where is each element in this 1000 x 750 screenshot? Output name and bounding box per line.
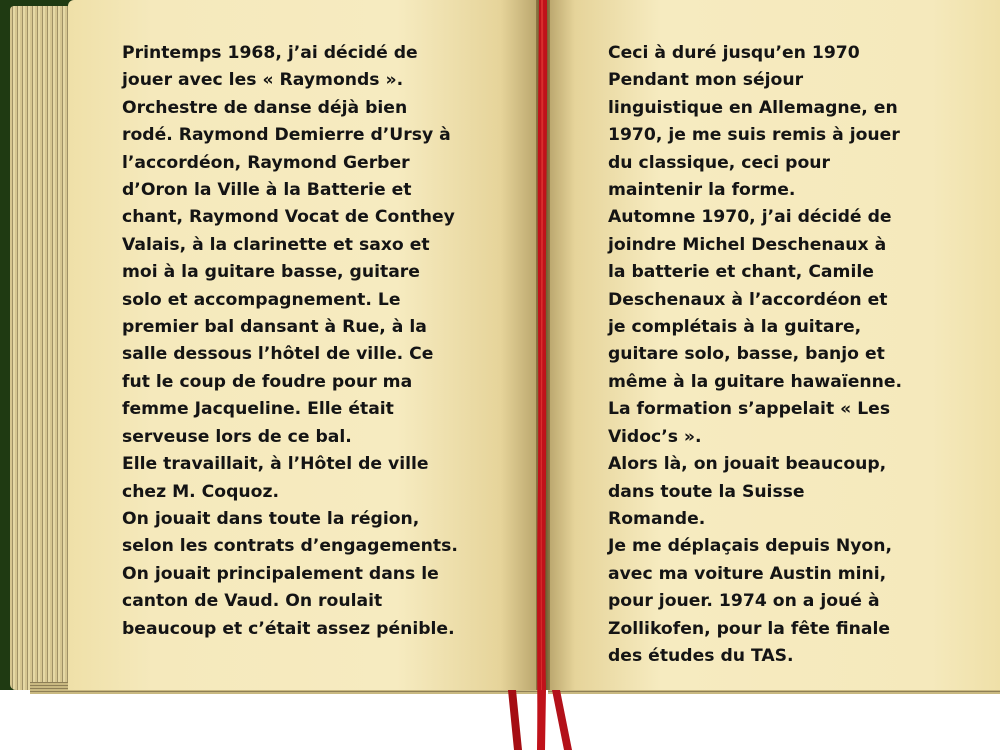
text-line: canton de Vaud. On roulait — [122, 591, 383, 612]
text-line: On jouait principalement dans le — [122, 563, 439, 584]
text-line: joindre Michel Deschenaux à — [608, 234, 887, 255]
text-line: Automne 1970, j’ai décidé de — [608, 207, 892, 228]
text-line: Ceci à duré jusqu’en 1970 — [608, 43, 860, 63]
text-line: Deschenaux à l’accordéon et — [608, 289, 888, 310]
text-line: avec ma voiture Austin mini, — [608, 563, 887, 584]
ribbon-tail-right — [550, 690, 574, 750]
text-line: femme Jacqueline. Elle était — [122, 399, 394, 420]
text-line: Je me déplaçais depuis Nyon, — [608, 536, 892, 557]
text-line: serveuse lors de ce bal. — [122, 426, 352, 447]
text-line: d’Oron la Ville à la Batterie et — [122, 180, 412, 201]
text-line: premier bal dansant à Rue, à la — [122, 317, 427, 338]
text-line: On jouait dans toute la région, — [122, 508, 420, 529]
text-line: pour jouer. 1974 on a joué à — [608, 591, 880, 612]
text-line: même à la guitare hawaïenne. — [608, 371, 903, 392]
text-line: beaucoup et c’était assez pénible. — [122, 618, 455, 639]
text-line: des études du TAS. — [608, 645, 794, 666]
left-page-edges — [10, 6, 70, 690]
text-line: dans toute la Suisse — [608, 481, 805, 502]
text-line: moi à la guitare basse, guitare — [122, 262, 420, 283]
text-line: la batterie et chant, Camile — [608, 262, 874, 283]
text-line: je complétais à la guitare, — [608, 317, 862, 338]
left-page-text — [122, 40, 522, 643]
text-line: chez M. Coquoz. — [122, 481, 279, 502]
text-line: Vidoc’s ». — [608, 426, 702, 447]
text-line: Elle travaillait, à l’Hôtel de ville — [122, 454, 429, 475]
text-line: selon les contrats d’engagements. — [122, 536, 458, 557]
ribbon-tail-left — [502, 690, 526, 750]
text-line: Zollikofen, pour la fête finale — [608, 618, 890, 639]
text-line: Printemps 1968, j’ai décidé de — [122, 43, 418, 63]
text-line: fut le coup de foudre pour ma — [122, 371, 413, 392]
text-line: chant, Raymond Vocat de Conthey — [122, 207, 455, 228]
text-line: Orchestre de danse déjà bien — [122, 97, 408, 118]
text-line: Alors là, on jouait beaucoup, — [608, 454, 887, 475]
text-line: jouer avec les « Raymonds ». — [122, 70, 404, 91]
text-line: rodé. Raymond Demierre d’Ursy à — [122, 125, 451, 146]
text-line: linguistique en Allemagne, en — [608, 97, 898, 118]
text-line: Romande. — [608, 508, 706, 529]
text-line: La formation s’appelait « Les — [608, 399, 891, 420]
right-page-text — [608, 40, 988, 670]
text-line: 1970, je me suis remis à jouer — [608, 125, 900, 146]
text-line: du classique, ceci pour — [608, 152, 830, 173]
text-line: salle dessous l’hôtel de ville. Ce — [122, 344, 434, 365]
text-line: Valais, à la clarinette et saxo et — [122, 234, 430, 255]
text-line: maintenir la forme. — [608, 180, 796, 201]
ribbon-bookmark — [532, 0, 554, 750]
text-line: Pendant mon séjour — [608, 70, 804, 91]
text-line: l’accordéon, Raymond Gerber — [122, 152, 410, 173]
text-line: solo et accompagnement. Le — [122, 289, 401, 310]
text-line: guitare solo, basse, banjo et — [608, 344, 885, 365]
